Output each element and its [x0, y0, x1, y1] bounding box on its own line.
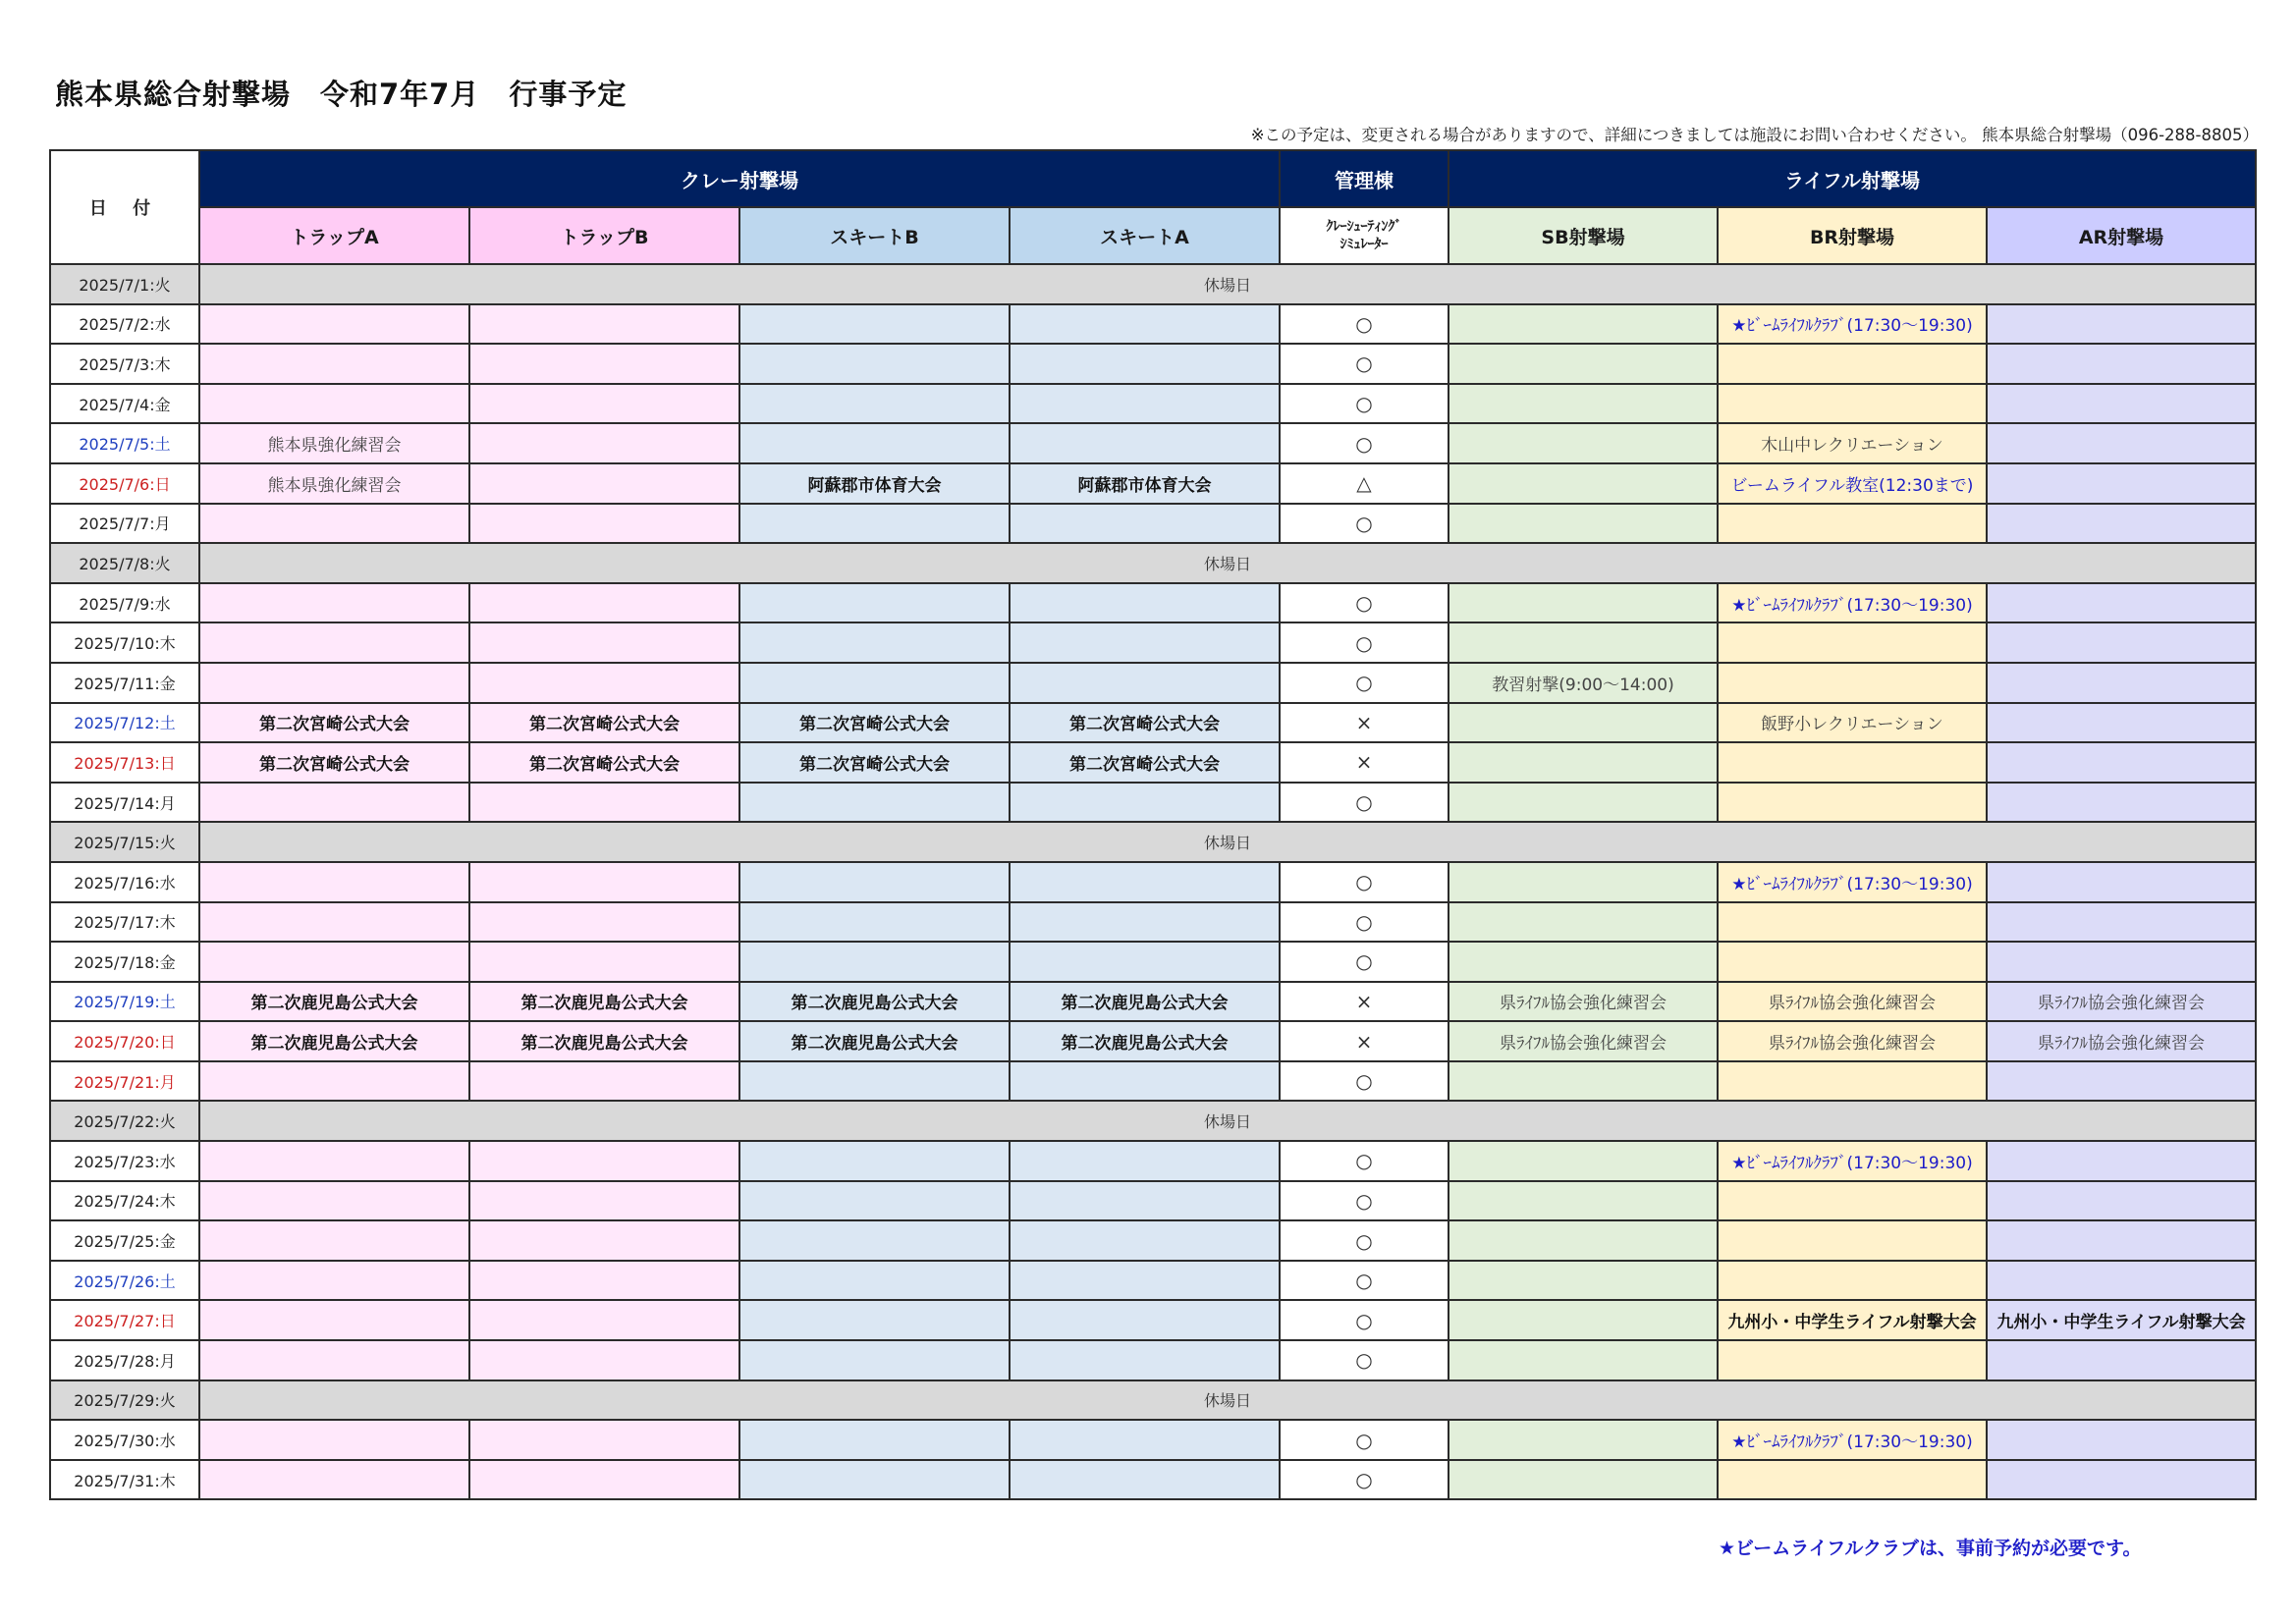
ar-range-cell	[1987, 703, 2256, 743]
br-range-cell	[1718, 942, 1987, 982]
ar-range-cell	[1987, 1340, 2256, 1380]
trap-a-cell: 第二次宮崎公式大会	[199, 742, 469, 783]
page-title: 熊本県総合射撃場 令和7年7月 行事予定	[55, 78, 628, 111]
trap-b-header: トラップB	[469, 207, 739, 264]
trap-b-cell	[469, 783, 739, 823]
date-cell: 2025/7/3:木	[50, 344, 199, 384]
skeet-b-cell	[739, 663, 1010, 703]
sb-range-cell	[1449, 583, 1718, 623]
ar-range-cell	[1987, 344, 2256, 384]
skeet-a-cell: 第二次宮崎公式大会	[1010, 742, 1280, 783]
trap-b-cell	[469, 862, 739, 902]
skeet-a-cell	[1010, 1300, 1280, 1340]
br-range-cell	[1718, 1220, 1987, 1261]
br-range-cell: ★ﾋﾞｰﾑﾗｲﾌﾙｸﾗﾌﾞ(17:30～19:30)	[1718, 583, 1987, 623]
br-range-cell	[1718, 902, 1987, 943]
skeet-b-cell	[739, 783, 1010, 823]
closed-day-label: 休場日	[199, 822, 2256, 862]
skeet-a-cell	[1010, 1261, 1280, 1301]
schedule-row	[50, 703, 2256, 743]
simulator-cell: △	[1280, 463, 1449, 504]
trap-a-cell: 第二次鹿児島公式大会	[199, 982, 469, 1022]
skeet-b-cell	[739, 1420, 1010, 1460]
br-range-header: BR射撃場	[1718, 207, 1987, 264]
trap-b-cell	[469, 1300, 739, 1340]
schedule-row	[50, 783, 2256, 823]
sb-range-cell	[1449, 344, 1718, 384]
br-range-cell: ビームライフル教室(12:30まで)	[1718, 463, 1987, 504]
trap-a-cell	[199, 902, 469, 943]
skeet-b-cell	[739, 1141, 1010, 1181]
simulator-cell: ○	[1280, 1300, 1449, 1340]
br-range-cell: 木山中レクリエーション	[1718, 423, 1987, 463]
date-cell: 2025/7/20:日	[50, 1021, 199, 1061]
ar-range-cell	[1987, 1061, 2256, 1102]
simulator-cell: ○	[1280, 1141, 1449, 1181]
simulator-cell: ○	[1280, 1220, 1449, 1261]
schedule-row	[50, 1300, 2256, 1340]
header-column-row	[50, 207, 2256, 264]
skeet-b-cell: 第二次宮崎公式大会	[739, 742, 1010, 783]
trap-a-cell: 熊本県強化練習会	[199, 463, 469, 504]
br-range-cell	[1718, 1181, 1987, 1221]
skeet-b-cell: 第二次鹿児島公式大会	[739, 1021, 1010, 1061]
skeet-a-cell	[1010, 942, 1280, 982]
admin-building-header: 管理棟	[1280, 150, 1449, 207]
trap-a-cell	[199, 1261, 469, 1301]
skeet-b-cell	[739, 1181, 1010, 1221]
simulator-cell: ○	[1280, 622, 1449, 663]
date-cell: 2025/7/19:土	[50, 982, 199, 1022]
sb-range-cell	[1449, 1340, 1718, 1380]
schedule-row	[50, 982, 2256, 1022]
skeet-b-header: スキートB	[739, 207, 1010, 264]
simulator-cell: ○	[1280, 942, 1449, 982]
skeet-a-cell	[1010, 1340, 1280, 1380]
skeet-a-cell	[1010, 504, 1280, 544]
simulator-cell: ○	[1280, 862, 1449, 902]
schedule-row	[50, 344, 2256, 384]
trap-b-cell	[469, 1181, 739, 1221]
trap-a-cell	[199, 1061, 469, 1102]
sb-range-cell	[1449, 1460, 1718, 1500]
trap-b-cell	[469, 1460, 739, 1500]
ar-range-cell	[1987, 384, 2256, 424]
sb-range-cell	[1449, 1300, 1718, 1340]
sb-range-cell: 県ﾗｲﾌﾙ協会強化練習会	[1449, 982, 1718, 1022]
simulator-header-line1: ｸﾚｰｼｭｰﾃｨﾝｸﾞ	[1326, 219, 1402, 235]
trap-a-cell	[199, 1300, 469, 1340]
ar-range-cell	[1987, 1181, 2256, 1221]
schedule-row	[50, 1460, 2256, 1500]
br-range-cell	[1718, 504, 1987, 544]
skeet-b-cell	[739, 504, 1010, 544]
schedule-row	[50, 1220, 2256, 1261]
trap-b-cell: 第二次宮崎公式大会	[469, 703, 739, 743]
skeet-b-cell	[739, 1340, 1010, 1380]
closed-day-label: 休場日	[199, 543, 2256, 583]
schedule-row	[50, 1340, 2256, 1380]
sb-range-cell	[1449, 304, 1718, 345]
ar-range-cell	[1987, 902, 2256, 943]
ar-range-cell	[1987, 504, 2256, 544]
simulator-cell: ○	[1280, 583, 1449, 623]
ar-range-cell	[1987, 304, 2256, 345]
date-cell: 2025/7/29:火	[50, 1380, 199, 1421]
skeet-b-cell	[739, 622, 1010, 663]
date-cell: 2025/7/28:月	[50, 1340, 199, 1380]
simulator-cell: ○	[1280, 1340, 1449, 1380]
sb-range-cell: 教習射撃(9:00～14:00)	[1449, 663, 1718, 703]
simulator-cell: ○	[1280, 344, 1449, 384]
br-range-cell: 県ﾗｲﾌﾙ協会強化練習会	[1718, 1021, 1987, 1061]
skeet-b-cell	[739, 1460, 1010, 1500]
skeet-a-cell	[1010, 1141, 1280, 1181]
date-cell: 2025/7/6:日	[50, 463, 199, 504]
ar-range-cell	[1987, 622, 2256, 663]
trap-a-cell	[199, 1181, 469, 1221]
trap-b-cell: 第二次鹿児島公式大会	[469, 982, 739, 1022]
br-range-cell	[1718, 1261, 1987, 1301]
trap-b-cell	[469, 463, 739, 504]
trap-b-cell	[469, 1420, 739, 1460]
date-cell: 2025/7/22:火	[50, 1101, 199, 1141]
date-cell: 2025/7/12:土	[50, 703, 199, 743]
skeet-a-cell	[1010, 1220, 1280, 1261]
simulator-cell: ○	[1280, 384, 1449, 424]
schedule-row	[50, 583, 2256, 623]
sb-range-cell	[1449, 463, 1718, 504]
skeet-b-cell: 第二次鹿児島公式大会	[739, 982, 1010, 1022]
closed-day-row	[50, 543, 2256, 583]
ar-range-cell	[1987, 862, 2256, 902]
trap-a-cell	[199, 622, 469, 663]
date-cell: 2025/7/8:火	[50, 543, 199, 583]
date-cell: 2025/7/30:水	[50, 1420, 199, 1460]
sb-range-cell	[1449, 1061, 1718, 1102]
sb-range-cell	[1449, 504, 1718, 544]
ar-range-cell	[1987, 1261, 2256, 1301]
closed-day-label: 休場日	[199, 264, 2256, 304]
ar-range-cell	[1987, 663, 2256, 703]
sb-range-cell	[1449, 1261, 1718, 1301]
simulator-header-line2: ｼﾐｭﾚｰﾀｰ	[1339, 237, 1389, 252]
trap-b-cell	[469, 504, 739, 544]
trap-a-cell	[199, 344, 469, 384]
simulator-header	[1280, 207, 1449, 264]
br-range-cell	[1718, 742, 1987, 783]
schedule-row	[50, 304, 2256, 345]
simulator-cell: ○	[1280, 504, 1449, 544]
trap-a-cell	[199, 942, 469, 982]
sb-range-cell	[1449, 942, 1718, 982]
sb-range-cell	[1449, 1141, 1718, 1181]
skeet-a-cell	[1010, 622, 1280, 663]
br-range-cell	[1718, 384, 1987, 424]
trap-b-cell	[469, 622, 739, 663]
skeet-a-cell	[1010, 583, 1280, 623]
sb-range-cell	[1449, 902, 1718, 943]
date-cell: 2025/7/5:土	[50, 423, 199, 463]
schedule-row	[50, 942, 2256, 982]
ar-range-cell	[1987, 1460, 2256, 1500]
skeet-b-cell	[739, 862, 1010, 902]
schedule-row	[50, 622, 2256, 663]
br-range-cell: ★ﾋﾞｰﾑﾗｲﾌﾙｸﾗﾌﾞ(17:30～19:30)	[1718, 304, 1987, 345]
skeet-a-cell	[1010, 384, 1280, 424]
schedule-row	[50, 1141, 2256, 1181]
date-cell: 2025/7/16:水	[50, 862, 199, 902]
sb-range-cell	[1449, 622, 1718, 663]
trap-a-cell	[199, 1460, 469, 1500]
trap-a-cell	[199, 1220, 469, 1261]
trap-b-cell	[469, 1061, 739, 1102]
sb-range-cell	[1449, 1181, 1718, 1221]
trap-b-cell	[469, 1220, 739, 1261]
schedule-row	[50, 1261, 2256, 1301]
skeet-a-cell	[1010, 304, 1280, 345]
skeet-a-cell	[1010, 663, 1280, 703]
disclaimer-note: ※この予定は、変更される場合がありますので、詳細につきましては施設にお問い合わせください。 熊本県総合射撃場（096-288-8805）	[1250, 126, 2259, 144]
date-cell: 2025/7/26:土	[50, 1261, 199, 1301]
trap-b-cell	[469, 1340, 739, 1380]
skeet-b-cell	[739, 1261, 1010, 1301]
ar-range-cell	[1987, 1220, 2256, 1261]
skeet-b-cell	[739, 902, 1010, 943]
skeet-a-cell: 阿蘇郡市体育大会	[1010, 463, 1280, 504]
sb-range-cell	[1449, 1420, 1718, 1460]
footer-note: ★ビームライフルクラブは、事前予約が必要です。	[1719, 1538, 2142, 1559]
closed-day-row	[50, 264, 2256, 304]
date-cell: 2025/7/9:水	[50, 583, 199, 623]
skeet-b-cell	[739, 423, 1010, 463]
ar-range-cell: 九州小・中学生ライフル射撃大会	[1987, 1300, 2256, 1340]
simulator-cell: ○	[1280, 1261, 1449, 1301]
ar-range-cell	[1987, 942, 2256, 982]
simulator-cell: ○	[1280, 902, 1449, 943]
trap-b-cell	[469, 344, 739, 384]
trap-b-cell: 第二次宮崎公式大会	[469, 742, 739, 783]
trap-b-cell	[469, 902, 739, 943]
br-range-cell	[1718, 344, 1987, 384]
trap-b-cell: 第二次鹿児島公式大会	[469, 1021, 739, 1061]
trap-a-cell	[199, 1420, 469, 1460]
trap-a-cell	[199, 504, 469, 544]
date-cell: 2025/7/4:金	[50, 384, 199, 424]
date-cell: 2025/7/25:金	[50, 1220, 199, 1261]
skeet-a-cell	[1010, 902, 1280, 943]
date-cell: 2025/7/27:日	[50, 1300, 199, 1340]
schedule-table	[49, 149, 2257, 1500]
skeet-a-cell	[1010, 783, 1280, 823]
schedule-row	[50, 862, 2256, 902]
schedule-row	[50, 504, 2256, 544]
sb-range-cell	[1449, 423, 1718, 463]
trap-b-cell	[469, 942, 739, 982]
sb-range-cell	[1449, 703, 1718, 743]
br-range-cell	[1718, 1061, 1987, 1102]
date-cell: 2025/7/15:火	[50, 822, 199, 862]
simulator-cell: ×	[1280, 982, 1449, 1022]
date-cell: 2025/7/21:月	[50, 1061, 199, 1102]
date-column-header: 日 付	[50, 150, 199, 264]
br-range-cell: 飯野小レクリエーション	[1718, 703, 1987, 743]
sb-range-cell	[1449, 742, 1718, 783]
ar-range-cell	[1987, 583, 2256, 623]
closed-day-row	[50, 1101, 2256, 1141]
skeet-b-cell	[739, 1220, 1010, 1261]
trap-b-cell	[469, 1261, 739, 1301]
skeet-b-cell	[739, 583, 1010, 623]
simulator-cell: ○	[1280, 1061, 1449, 1102]
skeet-b-cell	[739, 304, 1010, 345]
skeet-b-cell	[739, 344, 1010, 384]
sb-range-cell	[1449, 384, 1718, 424]
schedule-row	[50, 463, 2256, 504]
simulator-cell: ×	[1280, 1021, 1449, 1061]
sb-range-cell	[1449, 783, 1718, 823]
trap-b-cell	[469, 583, 739, 623]
sb-range-cell	[1449, 862, 1718, 902]
skeet-b-cell: 阿蘇郡市体育大会	[739, 463, 1010, 504]
ar-range-cell: 県ﾗｲﾌﾙ協会強化練習会	[1987, 1021, 2256, 1061]
simulator-cell: ○	[1280, 783, 1449, 823]
schedule-row	[50, 663, 2256, 703]
skeet-b-cell: 第二次宮崎公式大会	[739, 703, 1010, 743]
sb-range-header: SB射撃場	[1449, 207, 1718, 264]
date-cell: 2025/7/31:木	[50, 1460, 199, 1500]
simulator-cell: ○	[1280, 663, 1449, 703]
date-cell: 2025/7/13:日	[50, 742, 199, 783]
skeet-b-cell	[739, 384, 1010, 424]
date-cell: 2025/7/1:火	[50, 264, 199, 304]
trap-b-cell	[469, 1141, 739, 1181]
clay-range-header: クレー射撃場	[199, 150, 1280, 207]
skeet-a-cell	[1010, 344, 1280, 384]
simulator-cell: ×	[1280, 742, 1449, 783]
trap-a-cell	[199, 304, 469, 345]
date-cell: 2025/7/24:木	[50, 1181, 199, 1221]
simulator-cell: ○	[1280, 1420, 1449, 1460]
date-cell: 2025/7/17:木	[50, 902, 199, 943]
closed-day-label: 休場日	[199, 1380, 2256, 1421]
rifle-range-header: ライフル射撃場	[1449, 150, 2256, 207]
skeet-a-cell: 第二次宮崎公式大会	[1010, 703, 1280, 743]
br-range-cell: ★ﾋﾞｰﾑﾗｲﾌﾙｸﾗﾌﾞ(17:30～19:30)	[1718, 862, 1987, 902]
skeet-a-cell	[1010, 1181, 1280, 1221]
ar-range-cell	[1987, 742, 2256, 783]
ar-range-cell	[1987, 463, 2256, 504]
skeet-a-cell	[1010, 1420, 1280, 1460]
skeet-b-cell	[739, 942, 1010, 982]
schedule-row	[50, 384, 2256, 424]
schedule-row	[50, 1181, 2256, 1221]
date-cell: 2025/7/23:水	[50, 1141, 199, 1181]
trap-b-cell	[469, 663, 739, 703]
schedule-row	[50, 423, 2256, 463]
skeet-a-cell: 第二次鹿児島公式大会	[1010, 1021, 1280, 1061]
trap-b-cell	[469, 384, 739, 424]
ar-range-header: AR射撃場	[1987, 207, 2256, 264]
skeet-b-cell	[739, 1061, 1010, 1102]
ar-range-cell	[1987, 1141, 2256, 1181]
simulator-cell: ○	[1280, 1460, 1449, 1500]
simulator-cell: ○	[1280, 423, 1449, 463]
trap-a-cell: 第二次鹿児島公式大会	[199, 1021, 469, 1061]
date-cell: 2025/7/11:金	[50, 663, 199, 703]
skeet-a-cell: 第二次鹿児島公式大会	[1010, 982, 1280, 1022]
schedule-row	[50, 1420, 2256, 1460]
closed-day-label: 休場日	[199, 1101, 2256, 1141]
br-range-cell	[1718, 1460, 1987, 1500]
br-range-cell	[1718, 1340, 1987, 1380]
simulator-cell: ×	[1280, 703, 1449, 743]
trap-a-cell: 第二次宮崎公式大会	[199, 703, 469, 743]
date-cell: 2025/7/10:木	[50, 622, 199, 663]
closed-day-row	[50, 822, 2256, 862]
ar-range-cell	[1987, 423, 2256, 463]
closed-day-row	[50, 1380, 2256, 1421]
br-range-cell	[1718, 622, 1987, 663]
schedule-row	[50, 902, 2256, 943]
ar-range-cell: 県ﾗｲﾌﾙ協会強化練習会	[1987, 982, 2256, 1022]
trap-a-cell	[199, 583, 469, 623]
ar-range-cell	[1987, 783, 2256, 823]
simulator-cell: ○	[1280, 304, 1449, 345]
skeet-b-cell	[739, 1300, 1010, 1340]
br-range-cell: ★ﾋﾞｰﾑﾗｲﾌﾙｸﾗﾌﾞ(17:30～19:30)	[1718, 1420, 1987, 1460]
schedule-row	[50, 742, 2256, 783]
simulator-cell: ○	[1280, 1181, 1449, 1221]
sb-range-cell: 県ﾗｲﾌﾙ協会強化練習会	[1449, 1021, 1718, 1061]
trap-b-cell	[469, 304, 739, 345]
date-cell: 2025/7/14:月	[50, 783, 199, 823]
date-cell: 2025/7/18:金	[50, 942, 199, 982]
trap-a-cell	[199, 384, 469, 424]
skeet-a-cell	[1010, 1460, 1280, 1500]
schedule-row	[50, 1021, 2256, 1061]
date-cell: 2025/7/7:月	[50, 504, 199, 544]
header-group-row	[50, 150, 2256, 207]
trap-a-cell	[199, 862, 469, 902]
br-range-cell: 県ﾗｲﾌﾙ協会強化練習会	[1718, 982, 1987, 1022]
sb-range-cell	[1449, 1220, 1718, 1261]
trap-a-cell	[199, 783, 469, 823]
ar-range-cell	[1987, 1420, 2256, 1460]
trap-a-cell	[199, 1340, 469, 1380]
trap-b-cell	[469, 423, 739, 463]
date-cell: 2025/7/2:水	[50, 304, 199, 345]
trap-a-cell	[199, 663, 469, 703]
trap-a-cell: 熊本県強化練習会	[199, 423, 469, 463]
skeet-a-cell	[1010, 1061, 1280, 1102]
trap-a-cell	[199, 1141, 469, 1181]
br-range-cell	[1718, 663, 1987, 703]
skeet-a-cell	[1010, 423, 1280, 463]
schedule-row	[50, 1061, 2256, 1102]
trap-a-header: トラップA	[199, 207, 469, 264]
br-range-cell: ★ﾋﾞｰﾑﾗｲﾌﾙｸﾗﾌﾞ(17:30～19:30)	[1718, 1141, 1987, 1181]
br-range-cell	[1718, 783, 1987, 823]
skeet-a-header: スキートA	[1010, 207, 1280, 264]
skeet-a-cell	[1010, 862, 1280, 902]
br-range-cell: 九州小・中学生ライフル射撃大会	[1718, 1300, 1987, 1340]
